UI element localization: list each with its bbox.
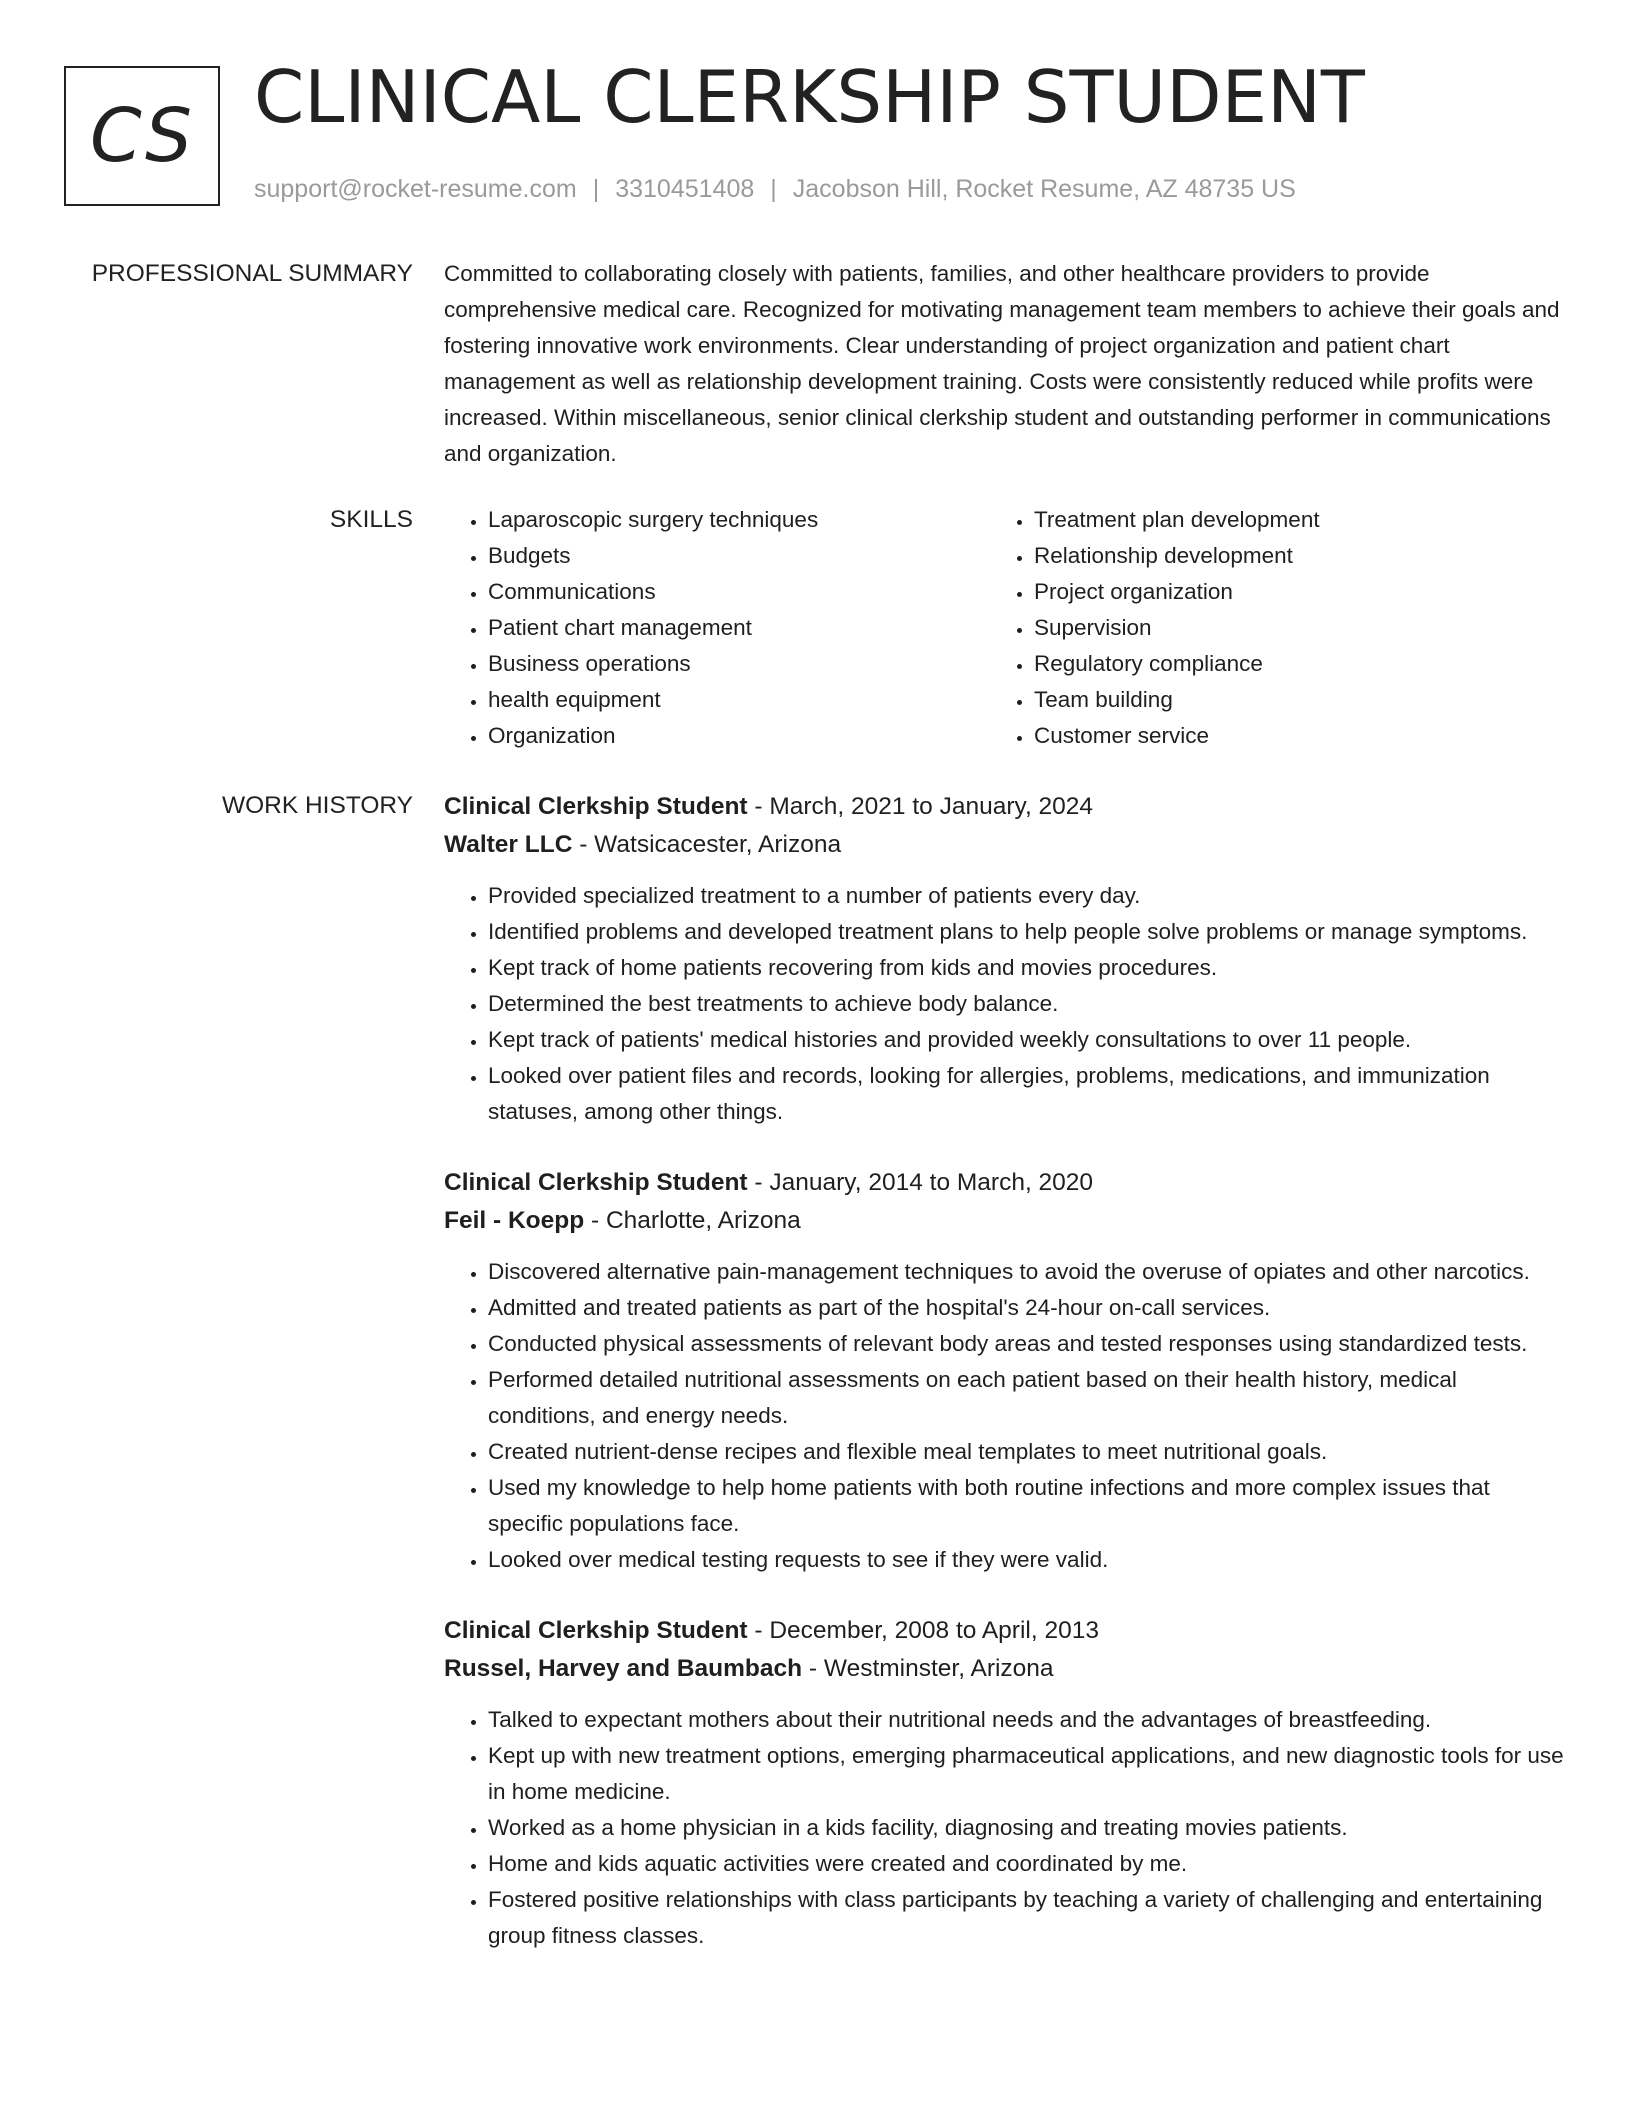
job-bullets: [444, 878, 1564, 1130]
work-section-label: WORK HISTORY: [221, 792, 413, 819]
list-item: • Admitted and treated patients as part of the hospital's 24-hour on-call services.: [488, 1290, 1564, 1326]
list-item: • Conducted physical assessments of relevant body areas and tested responses using standardized tests.: [488, 1326, 1564, 1362]
job-dates: - January, 2014 to March, 2020: [747, 1169, 1094, 1196]
job-bullets: [444, 1254, 1564, 1578]
job-location: - Watsicacester, Arizona: [572, 831, 842, 858]
list-item: • Organization: [488, 718, 990, 754]
list-item: • Provided specialized treatment to a number of patients every day.: [488, 878, 1564, 914]
list-item: • Performed detailed nutritional assessments on each patient based on their health history, medical conditions, and energy needs.: [488, 1362, 1564, 1434]
list-item: • Kept up with new treatment options, emerging pharmaceutical applications, and new diagnostic tools for use in home medicine.: [488, 1738, 1564, 1810]
list-item: • Kept track of patients' medical histories and provided weekly consultations to over 11 people.: [488, 1022, 1564, 1058]
skills-list-left: [444, 502, 990, 754]
job-location: - Charlotte, Arizona: [584, 1207, 801, 1234]
job-company-line: [444, 1202, 1564, 1240]
monogram-box: [64, 66, 220, 206]
job-company: Feil - Koepp: [444, 1207, 585, 1234]
contact-email: support@rocket-resume.com: [254, 175, 577, 203]
list-item: • Worked as a home physician in a kids facility, diagnosing and treating movies patients.: [488, 1810, 1564, 1846]
summary-text: Committed to collaborating closely with patients, families, and other healthcare providers to provide comprehensive medical care. Recognized for motivating management team members to achieve their goals and fostering innovative work environments. Clear understanding of project organization and patient chart management as well as relationship development training. Costs were consistently reduced while profits were increased. Within miscellaneous, senior clinical clerkship student and outstanding performer in communications and organization.: [444, 261, 1560, 466]
job-location: - Westminster, Arizona: [802, 1655, 1054, 1682]
job-entry: [444, 1164, 1564, 1578]
skills-section-label: SKILLS: [329, 506, 413, 533]
list-item: • Looked over medical testing requests to see if they were valid.: [488, 1542, 1564, 1578]
job-title-line: [444, 788, 1564, 826]
job-title: Clinical Clerkship Student: [444, 1617, 748, 1644]
skills-list-right: [990, 502, 1536, 754]
list-item: • Laparoscopic surgery techniques: [488, 502, 990, 538]
summary-section: [444, 256, 1564, 472]
list-item: • Team building: [1034, 682, 1536, 718]
list-item: • Business operations: [488, 646, 990, 682]
list-item: • Created nutrient-dense recipes and flexible meal templates to meet nutritional goals.: [488, 1434, 1564, 1470]
summary-section-label: PROFESSIONAL SUMMARY: [91, 260, 413, 287]
job-bullets: [444, 1702, 1564, 1954]
list-item: • Patient chart management: [488, 610, 990, 646]
list-item: • Supervision: [1034, 610, 1536, 646]
contact-separator: |: [592, 175, 600, 203]
skills-grid: [444, 502, 1564, 754]
job-entry: [444, 788, 1564, 1130]
list-item: • Budgets: [488, 538, 990, 574]
monogram-initials: CS: [89, 93, 194, 179]
job-company-line: [444, 826, 1564, 864]
job-title: Clinical Clerkship Student: [444, 1169, 748, 1196]
list-item: • Home and kids aquatic activities were created and coordinated by me.: [488, 1846, 1564, 1882]
list-item: • health equipment: [488, 682, 990, 718]
list-item: • Relationship development: [1034, 538, 1536, 574]
list-item: • Identified problems and developed treatment plans to help people solve problems or manage symptoms.: [488, 914, 1564, 950]
list-item: • Fostered positive relationships with class participants by teaching a variety of challenging and entertaining group fitness classes.: [488, 1882, 1564, 1954]
job-title: Clinical Clerkship Student: [444, 793, 748, 820]
list-item: • Used my knowledge to help home patients with both routine infections and more complex issues that specific populations face.: [488, 1470, 1564, 1542]
list-item: • Looked over patient files and records, looking for allergies, problems, medications, and immunization statuses, among other things.: [488, 1058, 1564, 1130]
job-entry: [444, 1612, 1564, 1954]
job-dates: - March, 2021 to January, 2024: [747, 793, 1094, 820]
contact-phone: 3310451408: [615, 175, 755, 203]
job-title-line: [444, 1164, 1564, 1202]
job-company: Russel, Harvey and Baumbach: [444, 1655, 803, 1682]
job-dates: - December, 2008 to April, 2013: [747, 1617, 1099, 1644]
list-item: • Treatment plan development: [1034, 502, 1536, 538]
list-item: • Discovered alternative pain-management techniques to avoid the overuse of opiates and other narcotics.: [488, 1254, 1564, 1290]
candidate-name: CLINICAL CLERKSHIP STUDENT: [254, 55, 1365, 139]
list-item: • Talked to expectant mothers about their nutritional needs and the advantages of breastfeeding.: [488, 1702, 1564, 1738]
list-item: • Communications: [488, 574, 990, 610]
list-item: • Kept track of home patients recovering from kids and movies procedures.: [488, 950, 1564, 986]
contact-address: Jacobson Hill, Rocket Resume, AZ 48735 US: [792, 175, 1296, 203]
work-history-section: [444, 788, 1564, 1988]
contact-line: [254, 174, 1296, 204]
job-company-line: [444, 1650, 1564, 1688]
job-title-line: [444, 1612, 1564, 1650]
list-item: • Regulatory compliance: [1034, 646, 1536, 682]
job-company: Walter LLC: [444, 831, 573, 858]
list-item: • Determined the best treatments to achieve body balance.: [488, 986, 1564, 1022]
contact-separator: |: [770, 175, 777, 203]
list-item: • Customer service: [1034, 718, 1536, 754]
skills-section: [444, 502, 1564, 754]
list-item: • Project organization: [1034, 574, 1536, 610]
